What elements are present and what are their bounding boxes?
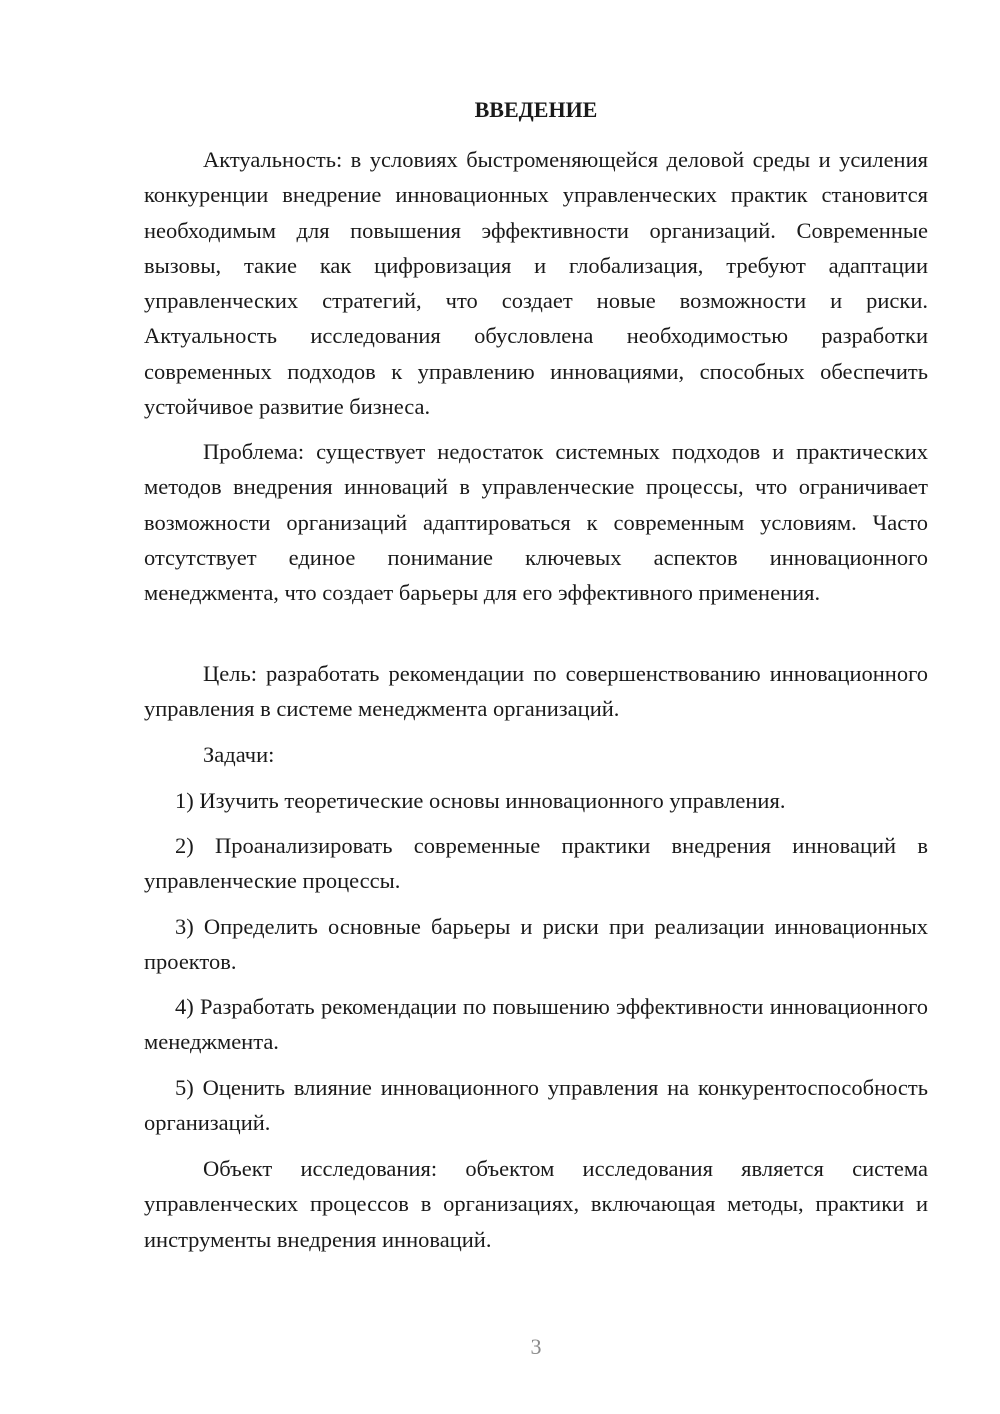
- tasks-heading: Задачи:: [203, 742, 275, 767]
- task-item-5: 5) Оценить влияние инновационного управления на конкурентоспособность организаций.: [144, 1075, 928, 1136]
- page-number: 3: [530, 1334, 542, 1359]
- paragraph-relevance: Актуальность: в условиях быстроменяющейся деловой среды и усиления конкуренции внедрение инновационных управленческих практик становится необходимым для повышения эффективности организаций. Современные вызовы, такие как цифровизация и глобализация, требуют адаптации управленческих стратегий, что создает новые возможности и риски. Актуальность исследования обусловлена необходимостью разработки современных подходов к управлению инновациями, способных обеспечить устойчивое развитие бизнеса.: [144, 147, 928, 420]
- paragraph-goal: Цель: разработать рекомендации по совершенствованию инновационного управления в системе менеджмента организаций.: [144, 661, 928, 722]
- page-title: ВВЕДЕНИЕ: [474, 97, 598, 122]
- paragraph-problem: Проблема: существует недостаток системных подходов и практических методов внедрения инноваций в управленческие процессы, что ограничивает возможности организаций адаптироваться к современным условиям. Часто отсутствует единое понимание ключевых аспектов инновационного менеджмента, что создает барьеры для его эффективного применения.: [144, 439, 928, 606]
- task-item-2: 2) Проанализировать современные практики внедрения инноваций в управленческие процессы.: [144, 833, 928, 894]
- task-item-1: 1) Изучить теоретические основы инновационного управления.: [175, 788, 786, 813]
- task-item-4: 4) Разработать рекомендации по повышению эффективности инновационного менеджмента.: [144, 994, 928, 1055]
- task-item-3: 3) Определить основные барьеры и риски при реализации инновационных проектов.: [144, 914, 928, 975]
- paragraph-object: Объект исследования: объектом исследования является система управленческих процессов в организациях, включающая методы, практики и инструменты внедрения инноваций.: [144, 1156, 928, 1252]
